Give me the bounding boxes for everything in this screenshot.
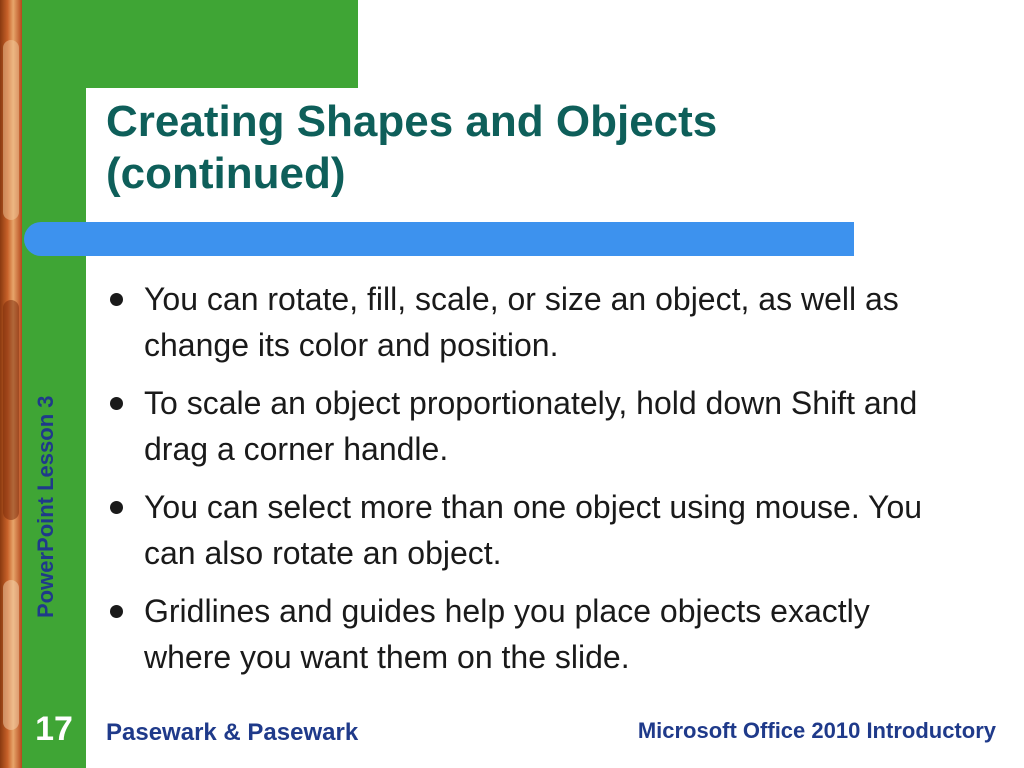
bullet-list [106,276,936,692]
bullet-dot-icon [110,605,123,618]
bullet-dot-icon [110,397,123,410]
edge-streak [3,300,19,520]
bullet-dot-icon [110,501,123,514]
bullet-text: To scale an object proportionately, hold down Shift and drag a corner handle. [144,385,918,467]
bullet-item [106,276,936,368]
bullet-item [106,484,936,576]
footer-author: Pasewark & Pasewark [106,719,359,746]
decorative-edge-strip [0,0,22,768]
bullet-text: You can select more than one object using mouse. You can also rotate an object. [144,489,923,571]
title-underline-bar [24,222,854,256]
edge-streak [3,580,19,730]
bullet-text: Gridlines and guides help you place objects exactly where you want them on the slide. [144,593,870,675]
bullet-item [106,588,936,680]
lesson-side-label: PowerPoint Lesson 3 [33,395,58,618]
footer-course: Microsoft Office 2010 Introductory [637,718,996,743]
bullet-text: You can rotate, fill, scale, or size an object, as well as change its color and position. [144,281,899,363]
slide-number: 17 [35,710,73,748]
bullet-item [106,380,936,472]
edge-streak [3,40,19,220]
green-frame-top [22,0,358,88]
slide-title: Creating Shapes and Objects (continued) [106,97,718,198]
bullet-dot-icon [110,293,123,306]
